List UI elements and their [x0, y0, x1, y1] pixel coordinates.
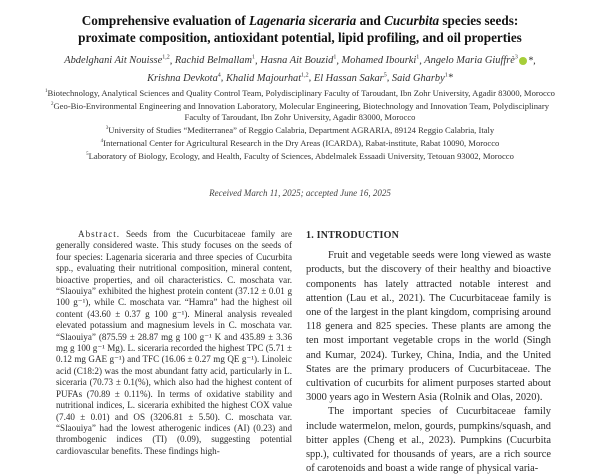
orcid-icon[interactable] — [519, 57, 527, 65]
author: Angelo Maria Giuffrè$^3$ — [424, 55, 518, 67]
author: Khalid Majourhat$^{1,2}$ — [225, 72, 309, 84]
intro-paragraph-1: Fruit and vegetable seeds were long viewed as waste products, but the discovery of their healthy and bioactive components has lately attracted notable interest and attention (Lau et al., 2021). The Cucurbitaceae family is one of the largest in the plant kingdom, comprising around 118 genera and 825 species. These plants are among the ten most important vegetable crops in the world (Singh and Kumar, 2024). Turkey, China, India, and the United States are the primary producers of Cucurbitaceae. The cultivation of cucurbits for aliment purposes started about 3000 years ago in Western Asia (Rolnik and Olas, 2020). — [306, 250, 551, 404]
abstract — [56, 229, 292, 457]
introduction-column — [306, 229, 551, 476]
author: Abdelghani Ait Nouisse$^{1,2}$ — [64, 55, 170, 67]
affiliation: $^3$University of Studies “Mediterranea” of Reggio Calabria, Department AGRARIA, 89124 Reggio Calabria, Italy — [105, 125, 495, 136]
author: Said Gharby$^1$ — [391, 72, 448, 84]
title-line-1: Comprehensive evaluation of Lagenaria siceraria and Cucurbita species seeds: — [81, 13, 519, 28]
title-line-2: proximate composition, antioxidant potential, lipid profiling, and oil properties — [78, 30, 522, 45]
received-dates: Received March 11, 2025; accepted June 16, 2025 — [209, 188, 391, 198]
section-heading: 1. INTRODUCTION — [306, 230, 400, 241]
author: Mohamed Ibourki$^1$ — [341, 55, 420, 67]
intro-paragraph-2: The important species of Cucurbitaceae family include watermelon, melon, gourds, pumpkins/squash, and bitter apples (Cheng et al., 2023). Pumpkins (Cucurbita spp.), cultivated for thousands of years, are a rich source of carotenoids and boast a wide range of physical varia- — [306, 406, 551, 475]
author: Hasna Ait Bouzid$^1$ — [260, 55, 337, 67]
affiliations — [40, 86, 560, 163]
abstract-label: Abstract. — [78, 229, 121, 239]
abstract-column — [56, 229, 292, 457]
author: Krishna Devkota$^4$ — [147, 72, 221, 84]
author: El Hassan Sakar$^5$ — [313, 72, 387, 84]
affiliation: $^4$International Center for Agricultural Research in the Dry Areas (ICARDA), Rabat-institute, Rabat 10090, Morocco — [100, 138, 500, 149]
affiliation: $^5$Laboratory of Biology, Ecology, and Health, Faculty of Sciences, Abdelmalek Essaadi University, Tetouan 93002, Morocco — [86, 151, 514, 162]
author: Rachid Belmallam$^1$ — [174, 55, 255, 67]
affiliation: $^2$Geo-Bio-Environmental Engineering and Innovation Laboratory, Molecular Engineering, Biotechnology and Innovation Team, Polydisciplinary Faculty of Taroudant, Ibn Zohr University, Agadir 83000, Morocco — [50, 100, 550, 123]
author-list: Abdelghani Ait Nouisse$^{1,2}$, Rachid Belmallam$^1$, Hasna Ait Bouzid$^1$, Mohamed Ibourki$^1$, Angelo Maria Giuffrè$^3$ *, Krishna Devkota$^4$, Khalid Majourhat$^{1,2}$, El Hassan Sakar$^5$, Said Gharby$^1$* — [64, 55, 536, 84]
abstract-text: Seeds from the Cucurbitaceae family are generally considered waste. This study focuses on the seeds of four species: Lagenaria siceraria and three species of Cucurbita spp., evaluating their nutritional composition, mineral content, bioactive properties, and oil characteristics. C. moschata var. “Slaouiya” exhibited the highest protein content (37.12 ± 0.01 g 100 g⁻¹), while C. moschata var. “Hamra” had the highest oil content (43.60 ± 0.37 g 100 g⁻¹). Mineral analysis revealed elevated potassium and magnesium levels in C. moschata var. “Slaouiya” (875.59 ± 28.87 mg g 100 g⁻¹ K and 435.89 ± 3.36 mg g 100 g⁻¹ Mg). L. siceraria recorded the highest TPC (5.71 ± 0.12 mg GAE g⁻¹) and TFC (16.06 ± 0.27 mg QE g⁻¹). Linoleic acid (C18:2) was the most abundant fatty acid, particularly in L. siceraria (70.73 ± 0.1(%), which also had the highest content of PUFAs (70.89 ± 0.11%). In terms of oxidative stability and nutritional indices, L. siceraria exhibited the highest COX value (7.40 ± 0.01) and OS (3206.81 ± 5.50). C. moschata var. “Slaouiya” had the lowest atherogenic indices (AI) (0.23) and thrombogenic indices (TI) (0.09), suggesting potential cardiovascular benefits. These findings high- — [56, 229, 292, 456]
paper-title — [40, 12, 560, 46]
affiliation: $^1$Biotechnology, Analytical Sciences and Quality Control Team, Polydisciplinary Faculty of Taroudant, Ibn Zohr University, Agadir 83000, Morocco — [45, 87, 555, 98]
